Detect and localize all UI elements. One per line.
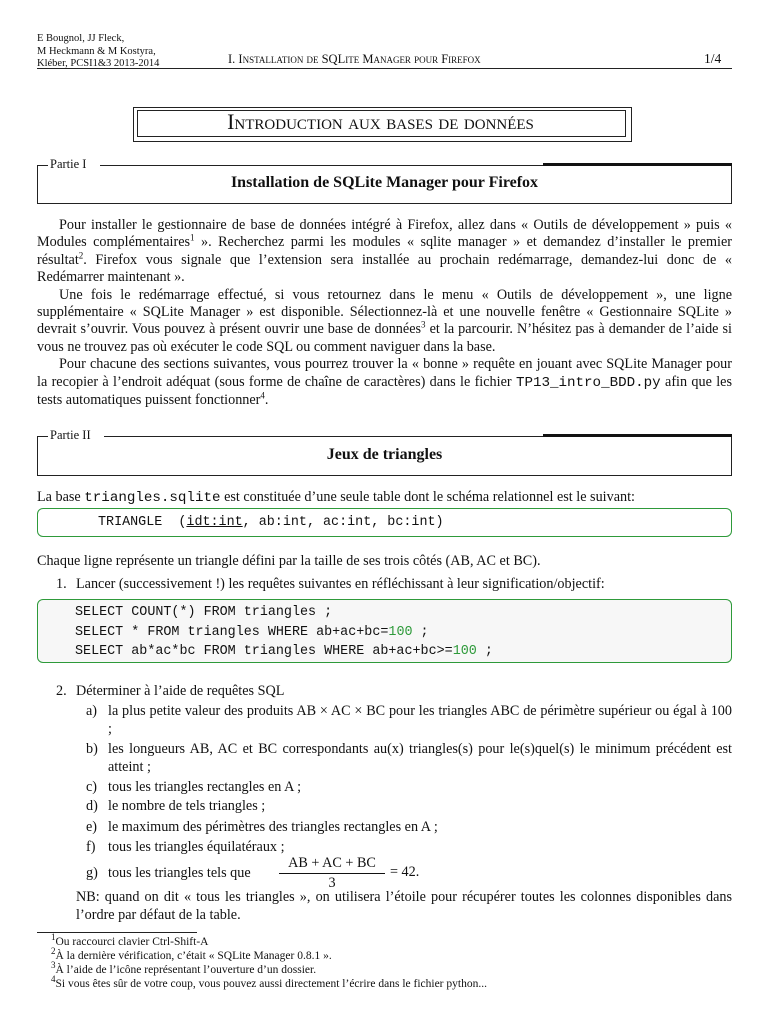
fraction-bar bbox=[279, 873, 385, 874]
authors-line-2: M Heckmann & M Kostyra, bbox=[37, 45, 156, 57]
question-1-text: Lancer (successivement !) les requêtes suivantes en réfléchissant à leur signification/objectif: bbox=[76, 576, 605, 592]
subitem-a-label: a) bbox=[86, 703, 98, 719]
subitem-g-label: g) bbox=[86, 865, 98, 881]
footnote-2: $^2$À la dernière vérification, c’était « SQLite Manager 0.8.1 ». bbox=[51, 946, 332, 962]
part2-title-box bbox=[37, 437, 732, 476]
line-description: Chaque ligne représente un triangle défini par la taille de ses trois côtés (AB, AC et BC). bbox=[37, 553, 541, 569]
part2-title: Jeux de triangles bbox=[326, 446, 443, 463]
subitem-g-text: tous les triangles tels que bbox=[108, 865, 251, 881]
footnote-4: $^4$Si vous êtes sûr de votre coup, vous pouvez aussi directement l’écrire dans le fichier python... bbox=[51, 974, 487, 990]
schema-line: TRIANGLE (idt:int, ab:int, ac:int, bc:int) bbox=[98, 515, 444, 530]
subitem-c-text: tous les triangles rectangles en A ; bbox=[108, 779, 302, 795]
sql-line-3: SELECT ab*ac*bc FROM triangles WHERE ab+ac+bc>=100 ; bbox=[75, 644, 493, 659]
authors-line-3: Kléber, PCSI1&3 2013-2014 bbox=[37, 58, 160, 69]
paragraph-2: Une fois le redémarrage effectué, si vous retournez dans le menu « Outils de développement », une ligne supplémentaire « SQLite Manager » est disponible. Sélectionnez-là et une nouvelle fenêtre « Gestionnaire SQLite » devrait s’ouvrir. Vous pouvez à présent ouvrir une base de données$^3$ et la parcourir. N’hésitez pas à demander de l’aide si vous ne trouvez pas où exécuter le code SQL ou comment naviguer dans la base. bbox=[37, 286, 732, 355]
subitem-e-label: e) bbox=[86, 819, 98, 835]
subitem-b-label: b) bbox=[86, 741, 98, 757]
fraction-denominator: 3 bbox=[328, 875, 336, 891]
part1-title: Installation de SQLite Manager pour Firefox bbox=[230, 174, 539, 191]
primary-key: idt:int bbox=[186, 515, 243, 530]
subitem-d-text: le nombre de tels triangles ; bbox=[108, 798, 266, 814]
subitem-f-text: tous les triangles équilatéraux ; bbox=[108, 839, 285, 855]
subitem-e-text: le maximum des périmètres des triangles rectangles en A ; bbox=[108, 819, 438, 835]
subitem-d-label: d) bbox=[86, 798, 98, 814]
footnote-1: $^1$Ou raccourci clavier Ctrl-Shift-A bbox=[51, 932, 209, 948]
authors-block bbox=[37, 33, 159, 71]
fraction-equals: = 42. bbox=[390, 864, 420, 880]
question-2-number: 2. bbox=[56, 683, 67, 699]
sql-line-2: SELECT * FROM triangles WHERE ab+ac+bc=100 ; bbox=[75, 624, 429, 640]
page-title: Introduction aux bases de données bbox=[227, 109, 534, 134]
page-number: 1/4 bbox=[704, 51, 722, 66]
subitem-b-text: les longueurs AB, AC et BC correspondants au(x) triangles(s) pour le(s)quel(s) le minimum précédent est atteint ; bbox=[108, 741, 732, 775]
subitem-c-label: c) bbox=[86, 779, 98, 795]
header-rule bbox=[37, 68, 732, 69]
header-section: I. Installation de SQLite Manager pour Firefox bbox=[228, 52, 481, 66]
sql-code-box bbox=[37, 599, 732, 663]
schema-intro: La base triangles.sqlite est constituée d’une seule table dont le schéma relationnel est le suivant: bbox=[37, 489, 635, 506]
nb-note: NB: quand on dit « tous les triangles », on utilisera l’étoile pour récupérer toutes les colonnes disponibles dans l’ordre par défaut de la table. bbox=[76, 889, 732, 923]
footnote-3: $^3$À l’aide de l’icône représentant l’ouverture d’un dossier. bbox=[51, 960, 317, 976]
file-name: TP13_intro_BDD.py bbox=[515, 374, 661, 391]
part2-label: Partie II bbox=[50, 428, 91, 442]
subitem-a-text: la plus petite valeur des produits AB × AC × BC pour les triangles ABC de périmètre supérieur ou égal à 100 ; bbox=[108, 703, 732, 737]
paragraph-1: Pour installer le gestionnaire de base de données intégré à Firefox, allez dans « Outils de développement » puis « Modules complémentaires$^1$ ». Recherchez parmi les modules « sqlite manager » et demandez d’installer le premier résultat$^2$. Firefox vous signale que l’extension sera installée au prochain redémarrage, demandez-lui donc de « Redémarrer maintenant ». bbox=[37, 217, 732, 286]
question-2-text: Déterminer à l’aide de requêtes SQL bbox=[76, 683, 285, 699]
question-1-number: 1. bbox=[56, 576, 67, 592]
sql-line-1: SELECT COUNT(*) FROM triangles ; bbox=[75, 605, 333, 620]
schema-box bbox=[37, 508, 732, 537]
fraction-numerator: AB + AC + BC bbox=[288, 855, 376, 871]
part1-body bbox=[37, 217, 732, 409]
subitem-f-label: f) bbox=[86, 839, 96, 855]
authors-line-1: E Bougnol, JJ Fleck, bbox=[37, 33, 125, 44]
paragraph-3: Pour chacune des sections suivantes, vous pourrez trouver la « bonne » requête en jouant avec SQLite Manager pour la recopier à l’endroit adéquat (sous forme de chaîne de caractères) dans le fichier TP13_intro_BDD.py afin que les tests automatiques puissent fonctionner$^4$. bbox=[37, 356, 732, 409]
part1-title-box bbox=[37, 166, 732, 204]
footnote-rule bbox=[37, 932, 197, 933]
part1-label: Partie I bbox=[50, 157, 87, 171]
